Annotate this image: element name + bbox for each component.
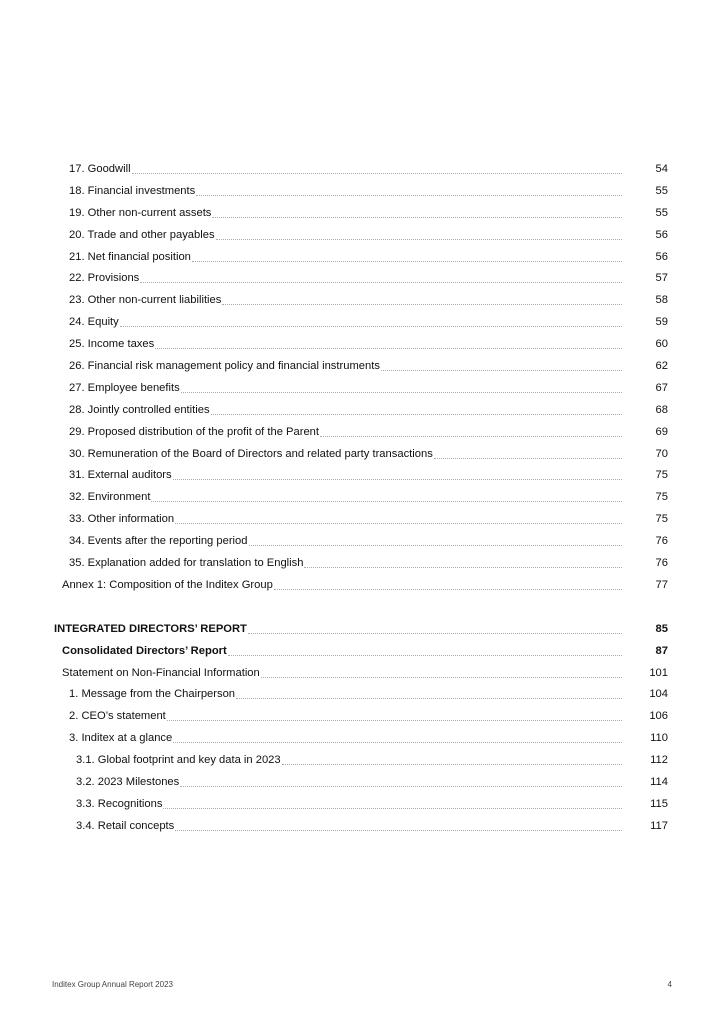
toc-entry[interactable]	[0, 377, 724, 399]
toc-entry-label: 19. Other non-current assets	[69, 206, 212, 219]
dot-leader	[236, 697, 622, 699]
toc-entry-page: 54	[655, 162, 668, 175]
toc-entry[interactable]	[0, 246, 724, 268]
table-of-contents	[0, 158, 724, 837]
dot-leader	[261, 676, 622, 678]
toc-entry-label: 3.1. Global footprint and key data in 2023	[76, 754, 281, 767]
toc-entry-page: 114	[650, 775, 668, 788]
toc-entry-label: 3.3. Recognitions	[76, 797, 163, 810]
dot-leader	[173, 478, 622, 480]
toc-entry-label: 20. Trade and other payables	[69, 228, 215, 241]
dot-leader	[140, 281, 622, 283]
dot-leader	[167, 719, 622, 721]
dot-leader	[222, 303, 622, 305]
toc-entry[interactable]	[0, 180, 724, 202]
toc-entry[interactable]	[0, 705, 724, 727]
dot-leader	[181, 391, 622, 393]
toc-entry-page: 55	[655, 184, 668, 197]
toc-entry[interactable]	[0, 508, 724, 530]
toc-entry-label: 3.4. Retail concepts	[76, 819, 175, 832]
toc-entry-page: 76	[655, 556, 668, 569]
toc-entry-page: 59	[655, 316, 668, 329]
toc-entry-label: 23. Other non-current liabilities	[69, 294, 222, 307]
dot-leader	[192, 260, 622, 262]
toc-entry-label: 27. Employee benefits	[69, 381, 180, 394]
toc-entry-page: 75	[655, 469, 668, 482]
dot-leader	[249, 544, 622, 546]
toc-entry[interactable]	[0, 399, 724, 421]
toc-entry-label: 31. External auditors	[69, 469, 172, 482]
toc-entry-page: 67	[655, 381, 668, 394]
dot-leader	[212, 216, 622, 218]
dot-leader	[180, 785, 622, 787]
dot-leader	[274, 588, 622, 590]
toc-entry-page: 77	[655, 578, 668, 591]
toc-entry[interactable]	[0, 486, 724, 508]
toc-entry-label: 3.2. 2023 Milestones	[76, 775, 180, 788]
toc-entry[interactable]	[0, 421, 724, 443]
dot-leader	[304, 566, 622, 568]
toc-entry-page: 106	[649, 710, 668, 723]
dot-leader	[282, 763, 622, 765]
dot-leader	[320, 435, 622, 437]
dot-leader	[175, 829, 622, 831]
toc-entry[interactable]	[0, 618, 724, 640]
toc-entry[interactable]	[0, 552, 724, 574]
toc-entry-label: 21. Net financial position	[69, 250, 191, 263]
dot-leader	[173, 741, 622, 743]
dot-leader	[120, 325, 622, 327]
toc-entry-page: 117	[650, 819, 668, 832]
toc-entry-label: 25. Income taxes	[69, 338, 155, 351]
toc-entry-label: 28. Jointly controlled entities	[69, 403, 210, 416]
dot-leader	[151, 500, 622, 502]
toc-entry-page: 75	[655, 491, 668, 504]
toc-entry-page: 70	[655, 447, 668, 460]
toc-entry-page: 62	[655, 359, 668, 372]
dot-leader	[381, 369, 622, 371]
toc-entry[interactable]	[0, 640, 724, 662]
toc-entry[interactable]	[0, 202, 724, 224]
dot-leader	[434, 457, 622, 459]
toc-entry[interactable]	[0, 530, 724, 552]
toc-entry-label: 33. Other information	[69, 513, 175, 526]
toc-entry-page: 60	[655, 338, 668, 351]
toc-entry[interactable]	[0, 793, 724, 815]
toc-entry-label: 26. Financial risk management policy and financial instruments	[69, 359, 380, 372]
toc-entry-label: Consolidated Directors’ Report	[62, 644, 227, 657]
dot-leader	[228, 654, 622, 656]
toc-entry-label: 30. Remuneration of the Board of Directors and related party transactions	[69, 447, 433, 460]
toc-entry-label: 24. Equity	[69, 316, 119, 329]
dot-leader	[211, 413, 622, 415]
toc-entry-label: 34. Events after the reporting period	[69, 535, 248, 548]
toc-entry[interactable]	[0, 662, 724, 684]
toc-entry-label: INTEGRATED DIRECTORS’ REPORT	[54, 622, 247, 635]
toc-entry-label: 22. Provisions	[69, 272, 140, 285]
toc-entry[interactable]	[0, 749, 724, 771]
toc-entry-label: 2. CEO’s statement	[69, 710, 166, 723]
toc-entry[interactable]	[0, 311, 724, 333]
toc-entry-label: 3. Inditex at a glance	[69, 732, 173, 745]
toc-entry[interactable]	[0, 158, 724, 180]
toc-entry[interactable]	[0, 289, 724, 311]
toc-entry-label: 1. Message from the Chairperson	[69, 688, 236, 701]
toc-entry-page: 85	[655, 622, 668, 635]
toc-entry[interactable]	[0, 771, 724, 793]
toc-entry-label: 18. Financial investments	[69, 184, 196, 197]
dot-leader	[132, 172, 622, 174]
toc-entry-page: 58	[655, 294, 668, 307]
toc-entry-page: 57	[655, 272, 668, 285]
toc-entry-page: 104	[649, 688, 668, 701]
toc-entry-label: 29. Proposed distribution of the profit of the Parent	[69, 425, 320, 438]
toc-entry-label: 17. Goodwill	[69, 162, 131, 175]
toc-entry-label: Statement on Non-Financial Information	[62, 666, 260, 679]
toc-group-financial-notes	[0, 158, 724, 596]
dot-leader	[216, 238, 622, 240]
footer-title: Inditex Group Annual Report 2023	[52, 980, 173, 989]
toc-entry-page: 55	[655, 206, 668, 219]
toc-entry-page: 69	[655, 425, 668, 438]
toc-entry[interactable]	[0, 464, 724, 486]
toc-entry[interactable]	[0, 815, 724, 837]
toc-entry-page: 76	[655, 535, 668, 548]
dot-leader	[163, 807, 622, 809]
toc-entry-page: 68	[655, 403, 668, 416]
toc-entry[interactable]	[0, 267, 724, 289]
toc-entry[interactable]	[0, 333, 724, 355]
dot-leader	[248, 632, 622, 634]
toc-entry-page: 110	[650, 732, 668, 745]
dot-leader	[155, 347, 622, 349]
footer-page-number: 4	[667, 980, 672, 989]
toc-entry-label: 32. Environment	[69, 491, 151, 504]
page-footer	[52, 980, 672, 989]
dot-leader	[175, 522, 622, 524]
toc-entry[interactable]	[0, 443, 724, 465]
toc-entry[interactable]	[0, 574, 724, 596]
toc-entry-page: 101	[649, 666, 668, 679]
toc-entry-page: 56	[655, 250, 668, 263]
toc-entry-label: Annex 1: Composition of the Inditex Group	[62, 578, 273, 591]
toc-entry[interactable]	[0, 727, 724, 749]
toc-entry[interactable]	[0, 355, 724, 377]
toc-entry-page: 115	[650, 797, 668, 810]
toc-group-directors-report	[0, 618, 724, 837]
toc-entry[interactable]	[0, 683, 724, 705]
dot-leader	[196, 194, 622, 196]
toc-entry-label: 35. Explanation added for translation to English	[69, 556, 304, 569]
toc-entry[interactable]	[0, 224, 724, 246]
toc-entry-page: 87	[655, 644, 668, 657]
toc-entry-page: 112	[650, 754, 668, 767]
toc-entry-page: 56	[655, 228, 668, 241]
toc-entry-page: 75	[655, 513, 668, 526]
